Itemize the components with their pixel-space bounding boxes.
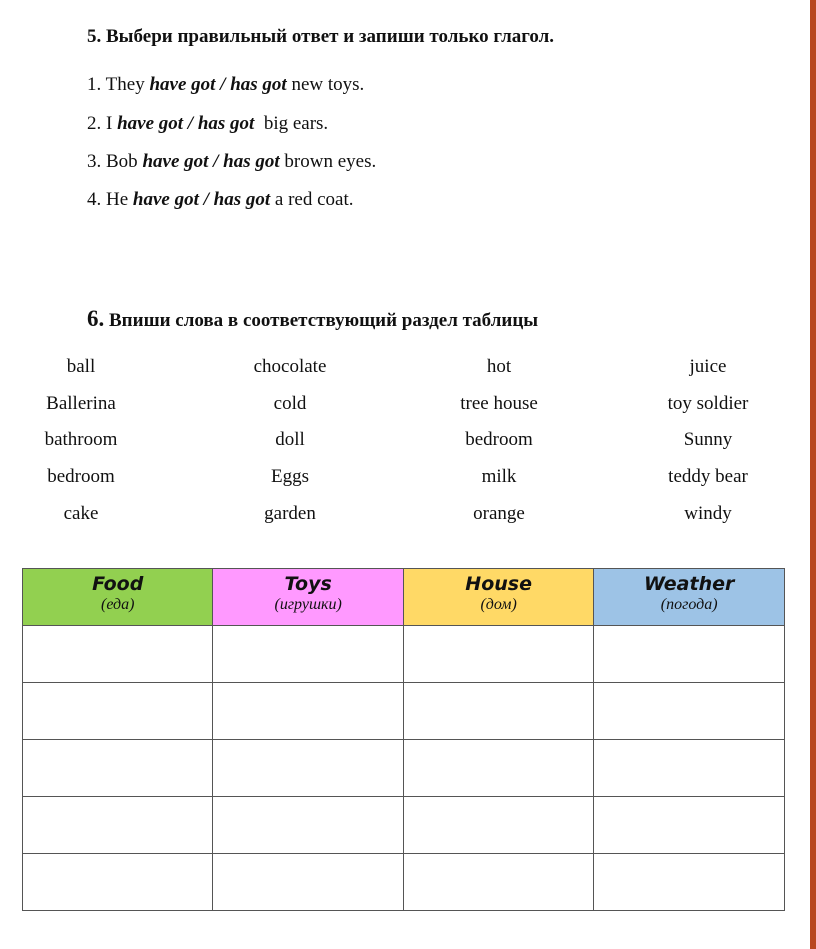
table-row [23, 854, 785, 911]
column-header-en: House [465, 573, 532, 595]
word: chocolate [253, 356, 327, 377]
table-row [23, 683, 785, 740]
column-header-toys [213, 569, 403, 626]
sentence-4-after: a red coat. [270, 189, 354, 210]
answer-cell[interactable] [213, 797, 403, 854]
answer-cell[interactable] [23, 797, 213, 854]
task5-title: 5. Выбери правильный ответ и запиши только глагол. [87, 26, 555, 47]
sentence-1 [87, 74, 364, 96]
column-header-ru: (игрушки) [274, 596, 342, 613]
column-header-en: Toys [284, 573, 332, 595]
word: hot [486, 356, 512, 377]
word: bedroom [465, 429, 533, 450]
word: juice [689, 356, 727, 377]
answer-cell[interactable] [213, 626, 403, 683]
word: tree house [460, 393, 538, 414]
column-header-ru: (погода) [660, 596, 718, 613]
task6-number: 6. [87, 306, 105, 331]
word: toy soldier [667, 393, 749, 414]
column-header-ru: (еда) [100, 596, 135, 613]
answer-cell[interactable] [594, 740, 785, 797]
task6-title [87, 306, 538, 332]
word: garden [264, 503, 316, 524]
answer-cell[interactable] [594, 626, 785, 683]
answer-cell[interactable] [403, 854, 593, 911]
answer-cell[interactable] [213, 740, 403, 797]
table-row [23, 740, 785, 797]
word: teddy bear [668, 466, 748, 487]
word: bathroom [44, 429, 118, 450]
answer-cell[interactable] [213, 854, 403, 911]
sentence-4 [87, 189, 353, 211]
word: windy [684, 503, 732, 524]
answer-cell[interactable] [403, 797, 593, 854]
sentence-2-choice: have got / has got [117, 113, 255, 134]
sentence-1-after: new toys. [286, 74, 365, 95]
sentence-4-before: 4. He [87, 189, 133, 210]
column-header-weather [594, 569, 785, 626]
sentence-3-choice: have got / has got [142, 151, 280, 172]
column-header-en: Weather [644, 573, 735, 595]
column-header-en: Food [92, 573, 144, 595]
answer-cell[interactable] [594, 854, 785, 911]
sentence-2 [87, 113, 328, 135]
column-header-ru: (дом) [480, 596, 517, 613]
table-row [23, 626, 785, 683]
sentence-2-after: big ears. [254, 113, 329, 134]
word: Sunny [683, 429, 733, 450]
answer-cell[interactable] [23, 626, 213, 683]
answer-cell[interactable] [23, 854, 213, 911]
sentence-1-before: 1. They [87, 74, 150, 95]
answer-cell[interactable] [403, 626, 593, 683]
sentence-3 [87, 151, 376, 173]
word: Ballerina [46, 393, 116, 414]
sentence-3-before: 3. Bob [87, 151, 143, 172]
word: orange [473, 503, 525, 524]
answer-cell[interactable] [594, 683, 785, 740]
word: ball [66, 356, 96, 377]
column-header-house [403, 569, 593, 626]
sentence-2-before: 2. I [87, 113, 118, 134]
answer-cell[interactable] [403, 740, 593, 797]
word: cold [273, 393, 307, 414]
answer-cell[interactable] [23, 740, 213, 797]
word: doll [275, 429, 305, 450]
sentence-1-choice: have got / has got [149, 74, 287, 95]
word: cake [63, 503, 99, 524]
table-header-row [23, 569, 785, 626]
word: bedroom [47, 466, 115, 487]
task6-title-text: Впиши слова в соответствующий раздел таблицы [104, 310, 539, 331]
answer-cell[interactable] [213, 683, 403, 740]
answer-cell[interactable] [594, 797, 785, 854]
column-header-food [23, 569, 213, 626]
answer-cell[interactable] [23, 683, 213, 740]
page-border [810, 0, 816, 949]
table-row [23, 797, 785, 854]
sentence-3-after: brown eyes. [279, 151, 377, 172]
sentence-4-choice: have got / has got [132, 189, 271, 210]
word: Eggs [271, 466, 309, 487]
sorting-table [22, 568, 785, 911]
answer-cell[interactable] [403, 683, 593, 740]
word: milk [481, 466, 517, 487]
